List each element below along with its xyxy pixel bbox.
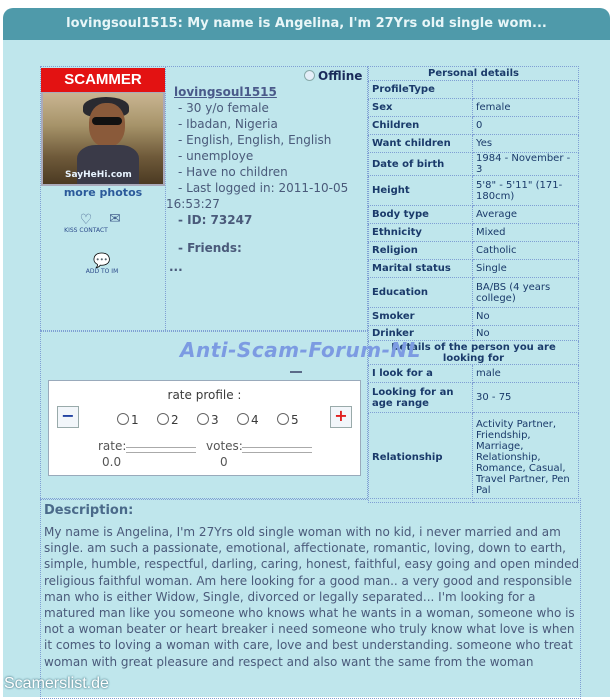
detail-value: 5'8" - 5'11" (171-180cm) [473, 176, 579, 206]
personal-details-title: Personal details [369, 67, 579, 81]
detail-key: Sex [369, 99, 473, 117]
scammer-badge: SCAMMER [41, 68, 165, 92]
votes-label: votes: [206, 439, 243, 453]
photo-sunglasses [92, 117, 122, 125]
looking-key: I look for a [369, 365, 473, 383]
profile-photo-frame[interactable] [41, 68, 165, 186]
profile-age-gender: - 30 y/o female [178, 101, 269, 115]
rate-label: rate: [98, 439, 127, 453]
detail-key: Religion [369, 242, 473, 260]
site-watermark: Scamerslist.de [4, 675, 109, 692]
looking-key: Relationship [369, 413, 473, 503]
looking-value: 30 - 75 [473, 383, 579, 413]
radio-circle [117, 413, 129, 425]
detail-value: 1984 - November - 3 [473, 153, 579, 176]
rating-option-label: 5 [291, 413, 299, 427]
detail-value: Yes [473, 135, 579, 153]
rate-minus-button[interactable]: − [57, 406, 79, 428]
personal-details-table [368, 66, 579, 503]
contact-envelope-button[interactable] [100, 212, 130, 226]
forum-watermark: Anti-Scam-Forum-NL [180, 338, 421, 362]
rating-option-2[interactable] [157, 413, 179, 427]
looking-key: Looking for an age range [369, 383, 473, 413]
add-to-im-label: ADD TO IM [85, 268, 119, 275]
profile-id: - ID: 73247 [178, 213, 253, 227]
detail-value [473, 81, 579, 99]
page-header [3, 8, 610, 40]
profile-employment: - unemploye [178, 149, 254, 163]
radio-circle [157, 413, 169, 425]
section-marker [290, 371, 302, 373]
votes-value: 0 [220, 455, 228, 469]
rate-bar [126, 447, 196, 453]
status-dot-icon [304, 70, 315, 81]
rating-option-5[interactable] [277, 413, 299, 427]
votes-bar [242, 447, 312, 453]
description-text: My name is Angelina, I'm 27Yrs old single woman with no kid, i never married and am single. am such a passionate, emotional, affectionate, romantic, loving, down to earth, simple, humble, respectful, darling, caring, honest, faithful, easy going and open minded religious faithful woman. Am here looking for a good man.. a very good and responsible man who is either Widow, Single, divorced or legally separated... I'm looking for a matured man like you someone who knows what he wants in a woman, someone who is not a woman beater or heart breaker i need someone who truly know what love is when it comes to loving a woman with care, love and best understanding. someone who treat woman with great pleasure and respect and also want the same from the woman [44, 525, 580, 669]
kiss-contact-label: KISS CONTACT [64, 227, 108, 234]
profile-friends: - Friends: [178, 241, 242, 255]
more-photos-link[interactable]: more photos [63, 186, 143, 199]
profile-last-logged: - Last logged in: 2011-10-05 [178, 181, 349, 195]
profile-children: - Have no children [178, 165, 288, 179]
detail-value: Catholic [473, 242, 579, 260]
looking-for-title: Details of the person you are looking for [369, 341, 579, 365]
rating-option-label: 2 [171, 413, 179, 427]
add-to-im-button[interactable] [76, 254, 128, 275]
rate-profile-box [48, 380, 361, 476]
rating-option-label: 4 [251, 413, 259, 427]
detail-value: 0 [473, 117, 579, 135]
detail-key: Marital status [369, 260, 473, 278]
radio-circle [277, 413, 289, 425]
heart-icon: ♡ [79, 212, 93, 228]
detail-key: Children [369, 117, 473, 135]
friends-more[interactable]: ... [169, 260, 183, 274]
detail-key: Drinker [369, 326, 473, 341]
looking-value: male [473, 365, 579, 383]
profile-summary [166, 84, 366, 275]
details-panel [368, 66, 579, 503]
radio-circle [237, 413, 249, 425]
detail-value: Single [473, 260, 579, 278]
radio-circle [197, 413, 209, 425]
profile-languages: - English, English, English [178, 133, 332, 147]
rating-option-1[interactable] [117, 413, 139, 427]
detail-key: Want children [369, 135, 473, 153]
detail-key: ProfileType [369, 81, 473, 99]
detail-key: Date of birth [369, 153, 473, 176]
detail-key: Body type [369, 206, 473, 224]
detail-value: No [473, 308, 579, 326]
page-title: lovingsoul1515: My name is Angelina, I'm 27Yrs old single wom... [66, 16, 547, 31]
rating-option-label: 1 [131, 413, 139, 427]
detail-key: Smoker [369, 308, 473, 326]
profile-last-time: 16:53:27 [166, 197, 220, 211]
description-heading: Description: [44, 503, 134, 518]
rating-option-label: 3 [211, 413, 219, 427]
detail-value: BA/BS (4 years college) [473, 278, 579, 308]
detail-value: Mixed [473, 224, 579, 242]
status-label: Offline [318, 69, 363, 83]
detail-value: No [473, 326, 579, 341]
profile-username-link[interactable]: lovingsoul1515 [174, 85, 277, 99]
detail-value: Average [473, 206, 579, 224]
envelope-icon: ✉ [109, 211, 121, 227]
rate-plus-button[interactable]: + [330, 406, 352, 428]
rating-option-4[interactable] [237, 413, 259, 427]
detail-key: Height [369, 176, 473, 206]
chat-bubble-icon: 💬 [93, 253, 111, 269]
detail-key: Ethnicity [369, 224, 473, 242]
looking-value: Activity Partner, Friendship, Marriage, Relationship, Romance, Casual, Travel Partner, Pen Pal [473, 413, 579, 503]
detail-key: Education [369, 278, 473, 308]
profile-photo[interactable] [43, 93, 163, 184]
rate-value: 0.0 [102, 455, 122, 469]
rating-option-3[interactable] [197, 413, 219, 427]
profile-location: - Ibadan, Nigeria [178, 117, 278, 131]
online-status [304, 69, 362, 83]
detail-value: female [473, 99, 579, 117]
rate-profile-title: rate profile : [167, 388, 242, 402]
photo-face [89, 103, 125, 147]
photo-watermark: SayHeHi.com [65, 170, 132, 180]
